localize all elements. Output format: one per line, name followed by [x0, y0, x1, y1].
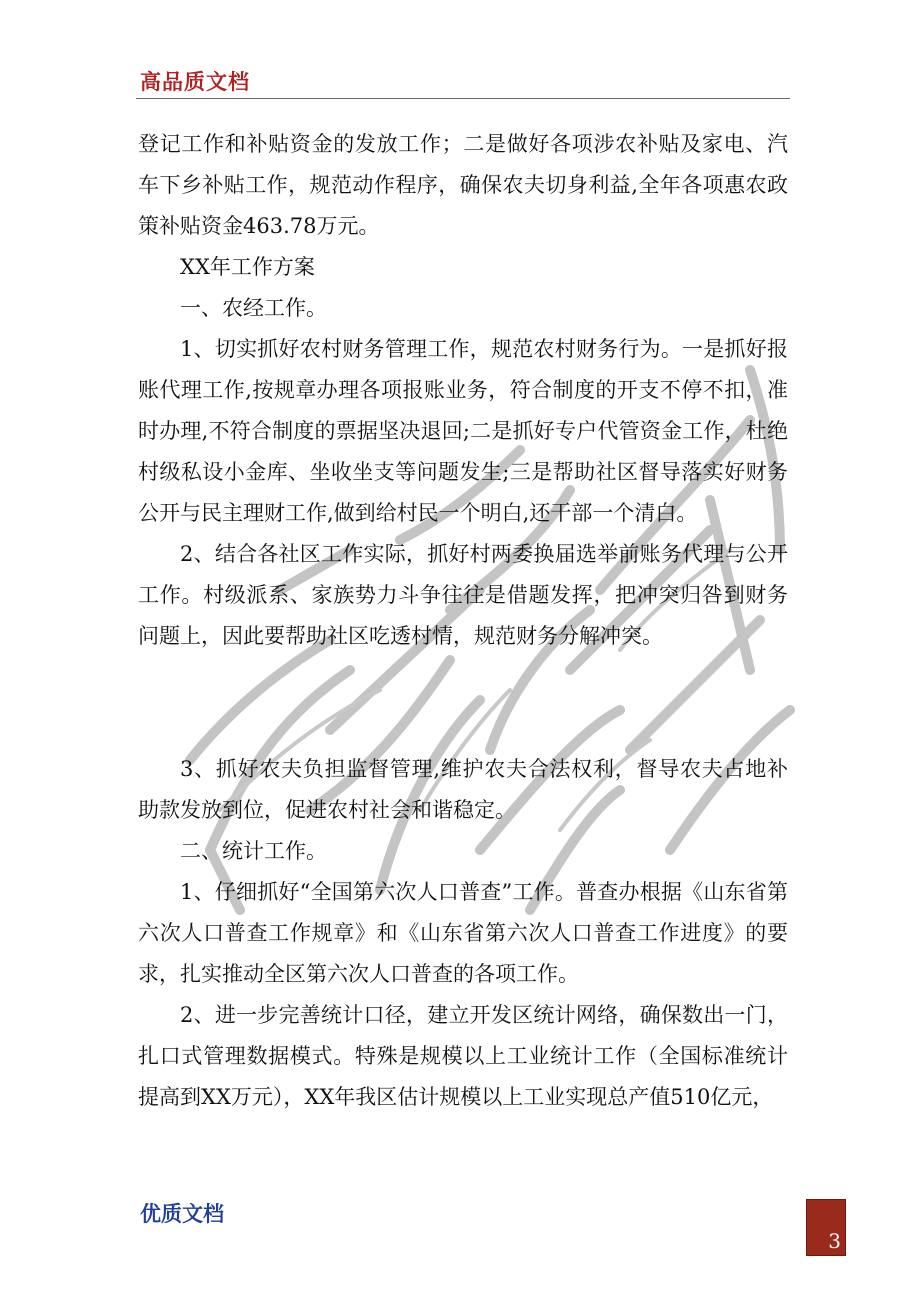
- page-number: 3: [828, 1229, 841, 1253]
- footer-title: 优质文档: [140, 1202, 224, 1226]
- header-divider: [136, 98, 790, 99]
- header-title: 高品质文档: [140, 70, 250, 94]
- section-heading-stats: 二、统计工作。: [180, 839, 327, 863]
- document-body: [138, 124, 788, 1118]
- paragraph-stats-1: 1、仔细抓好“全国第六次人口普查”工作。普查办根据《山东省第六次人口普查工作规章》和《山东省第六次人口普查工作进度》的要求，扎实推动全区第六次人口普查的各项工作。: [138, 880, 788, 986]
- paragraph-agri-1: 1、切实抓好农村财务管理工作，规范农村财务行为。一是抓好报账代理工作,按规章办理各项报账业务，符合制度的开支不停不扣，准时办理,不符合制度的票据坚决退回;二是抓好专户代管资金工作，杜绝村级私设小金库、坐收坐支等问题发生;三是帮助社区督导落实好财务公开与民主理财工作,做到给村民一个明白,还干部一个清白。: [138, 337, 788, 525]
- paragraph-agri-2: 2、结合各社区工作实际，抓好村两委换届选举前账务代理与公开工作。村级派系、家族势力斗争往往是借题发挥，把冲突归咎到财务问题上，因此要帮助社区吃透村情，规范财务分解冲突。: [138, 542, 788, 648]
- paragraph-agri-3: 3、抓好农夫负担监督管理,维护农夫合法权利，督导农夫占地补助款发放到位，促进农村社会和谐稳定。: [138, 757, 788, 822]
- paragraph-1: 登记工作和补贴资金的发放工作；二是做好各项涉农补贴及家电、汽车下乡补贴工作，规范动作程序，确保农夫切身利益,全年各项惠农政策补贴资金463.78万元。: [138, 132, 788, 238]
- section-heading-agri: 一、农经工作。: [180, 296, 327, 320]
- page-number-badge: [806, 1199, 846, 1256]
- section-heading-plan: XX年工作方案: [180, 255, 315, 279]
- paragraph-stats-2: 2、进一步完善统计口径，建立开发区统计网络，确保数出一门，扎口式管理数据模式。特殊是规模以上工业统计工作（全国标准统计提高到XX万元），XX年我区估计规模以上工业实现总产值510亿元，: [138, 1003, 788, 1109]
- spacer: [138, 657, 788, 749]
